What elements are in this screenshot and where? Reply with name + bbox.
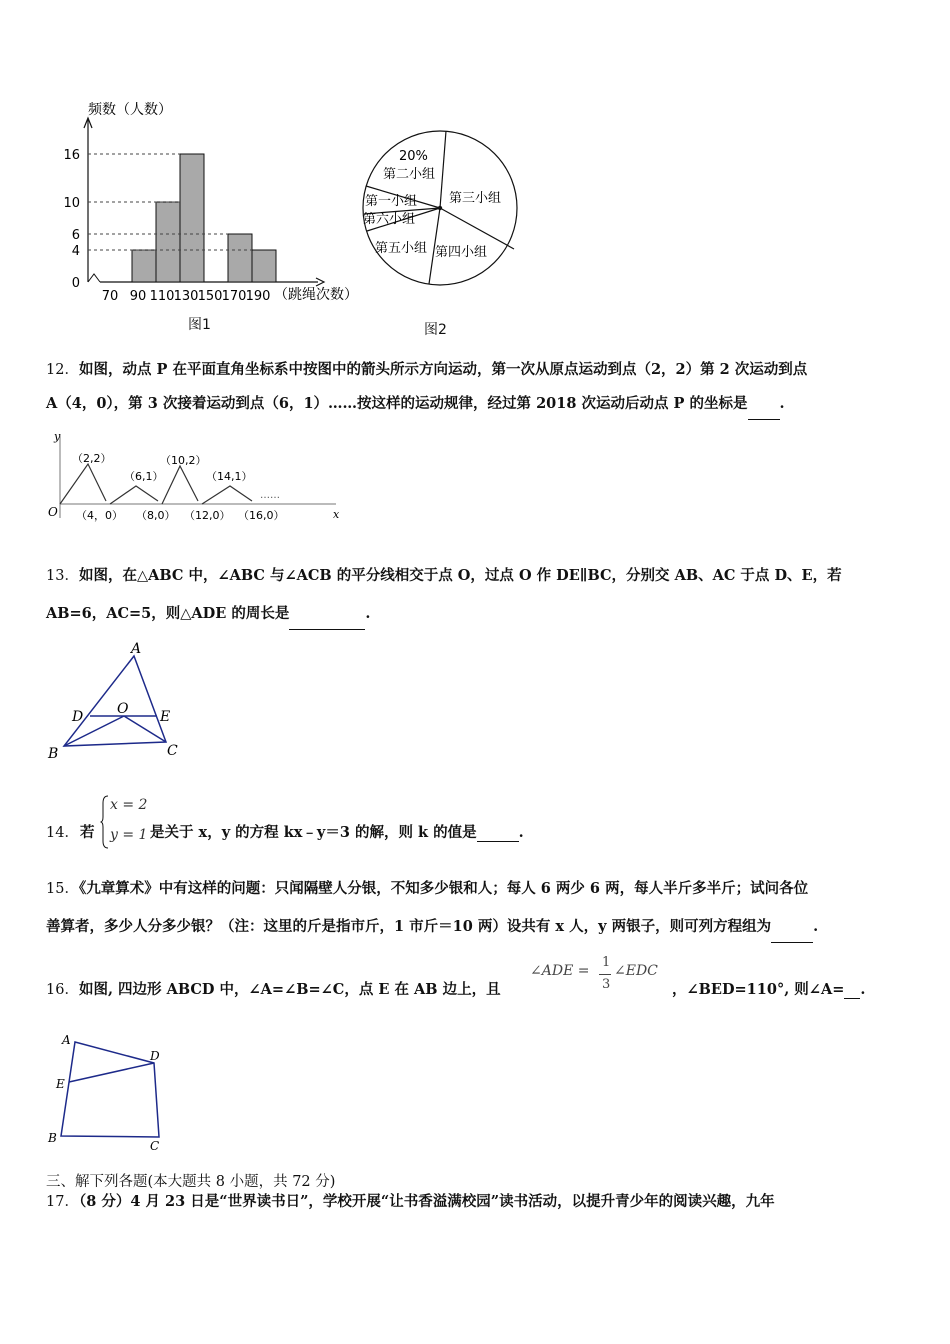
section-heading: 三、解下列各题(本大题共 8 小题，共 72 分) xyxy=(46,1174,336,1190)
pie-label-group2: 第二小组 xyxy=(383,167,436,182)
question-number: 17． xyxy=(46,1194,79,1210)
x-tick-label: 90 xyxy=(129,289,147,304)
pie-label-percent: 20% xyxy=(399,149,428,164)
figure2-caption: 图2 xyxy=(424,322,447,338)
histogram-bar xyxy=(252,250,276,282)
pie-figure xyxy=(355,128,525,293)
histogram-figure xyxy=(60,92,370,317)
point-label: （4，0） xyxy=(76,509,123,522)
ellipsis: …… xyxy=(260,490,280,501)
point-label-d: D xyxy=(72,709,84,725)
question-16 xyxy=(46,955,908,1015)
angle-equation-rhs: ∠EDC xyxy=(614,963,658,979)
question-15 xyxy=(46,874,908,943)
vertex-label-a: A xyxy=(62,1033,71,1047)
question-12-line1 xyxy=(46,355,908,385)
question-text: （8 分）4 月 23 日是“世界读书日”，学校开展“让书香溢满校园”读书活动，以提升青少年的阅读兴趣，九年 xyxy=(78,1193,775,1210)
fraction-numerator: 1 xyxy=(602,955,611,970)
point-label-e: E xyxy=(56,1077,65,1091)
y-tick-label: 10 xyxy=(63,196,80,211)
x-tick-label: 70 xyxy=(101,289,119,304)
histogram-ylabel: 频数（人数） xyxy=(88,102,172,118)
question-12 xyxy=(46,355,908,420)
question-17 xyxy=(46,1187,908,1217)
vertex-label-b: B xyxy=(48,1131,57,1145)
histogram-bar xyxy=(156,202,180,282)
point-label: （8,0） xyxy=(136,509,176,522)
question-text: 如图，动点 P 在平面直角坐标系中按图中的箭头所示方向运动，第一次从原点运动到点（2，2）第 2 次运动到点 xyxy=(78,361,808,378)
point-label-e: E xyxy=(160,709,171,725)
motion-path xyxy=(60,464,106,504)
pie-label-group5: 第五小组 xyxy=(375,241,428,256)
y-tick-label: 0 xyxy=(71,276,80,291)
answer-blank[interactable] xyxy=(477,824,519,842)
point-label: （6,1） xyxy=(124,470,164,483)
question-number: 16． xyxy=(46,982,79,998)
y-tick-label: 6 xyxy=(71,228,80,243)
question-15-line2 xyxy=(46,912,908,943)
question-number: 14． xyxy=(46,825,79,841)
vertex-label-a: A xyxy=(131,641,142,657)
answer-blank[interactable] xyxy=(771,912,813,943)
pie-label-group3: 第三小组 xyxy=(449,191,502,206)
question-16-lead xyxy=(46,978,501,999)
x-tick-label: 170 xyxy=(221,289,247,304)
quadrilateral-figure xyxy=(44,1030,174,1155)
point-label: （2,2） xyxy=(72,452,112,465)
question-end: . xyxy=(779,395,785,412)
left-brace xyxy=(100,795,110,849)
pie-divider xyxy=(440,208,514,249)
pie-label-group4: 第四小组 xyxy=(435,245,488,260)
question-15-line1 xyxy=(46,874,908,904)
histogram-bar xyxy=(180,154,204,282)
motion-path xyxy=(110,486,158,504)
question-text: 《九章算术》中有这样的问题：只闻隔壁人分银，不知多少银和人；每人 6 两少 6 两，每人半斤多半斤；试问各位 xyxy=(78,880,809,897)
question-number: 12． xyxy=(46,362,79,378)
x-tick-label: 150 xyxy=(197,289,223,304)
x-axis-label: x xyxy=(333,508,340,521)
angle-equation-lhs: ∠ADE = xyxy=(530,963,590,979)
axis-break xyxy=(88,274,100,282)
x-tick-label: 130 xyxy=(173,289,199,304)
point-label: （12,0） xyxy=(184,509,231,522)
motion-path xyxy=(162,466,198,504)
answer-blank[interactable] xyxy=(748,389,780,420)
question-text: ，∠BED=110°, 则∠A= xyxy=(672,981,845,998)
system-equation-1: x = 2 xyxy=(110,797,148,813)
fraction-denominator: 3 xyxy=(602,977,611,992)
question-end: . xyxy=(860,981,866,998)
pie-center-dot xyxy=(438,206,442,210)
question-14-tail xyxy=(150,821,524,842)
motion-path-figure xyxy=(44,428,344,528)
question-text: 如图，在△ABC 中，∠ABC 与∠ACB 的平分线相交于点 O，过点 O 作 DE∥BC，分别交 AB、AC 于点 D、E，若 xyxy=(78,567,842,584)
question-text: 如图, 四边形 ABCD 中，∠A=∠B=∠C，点 E 在 AB 边上，且 xyxy=(78,981,501,998)
question-end: . xyxy=(518,824,524,841)
question-13-line2 xyxy=(46,599,908,630)
fraction-bar xyxy=(599,974,611,975)
question-text: 是关于 x，y 的方程 kx﹣y＝3 的解，则 k 的值是 xyxy=(150,824,477,841)
vertex-label-c: C xyxy=(167,743,178,759)
vertex-label-c: C xyxy=(150,1139,160,1153)
segment-ed xyxy=(69,1063,154,1082)
motion-path xyxy=(202,486,252,504)
origin-label: O xyxy=(48,505,58,519)
figure1-caption: 图1 xyxy=(188,317,211,333)
question-13-line1 xyxy=(46,561,908,591)
y-axis-label: y xyxy=(54,430,61,443)
pie-label-group1: 第一小组 xyxy=(365,194,418,209)
question-text: 善算者，多少人分多少银？（注：这里的斤是指市斤，1 市斤＝10 两）设共有 x 人，y 两银子，则可列方程组为 xyxy=(46,918,772,935)
pie-label-group6: 第六小组 xyxy=(363,212,416,227)
y-tick-label: 16 xyxy=(63,148,80,163)
quadrilateral-abcd xyxy=(61,1042,159,1137)
question-number: 13． xyxy=(46,568,79,584)
question-end: . xyxy=(365,605,371,622)
pie-divider xyxy=(440,131,446,208)
point-label-o: O xyxy=(117,701,129,717)
vertex-label-b: B xyxy=(48,746,59,762)
answer-blank[interactable] xyxy=(289,599,365,630)
question-number: 15． xyxy=(46,881,79,897)
point-label: （14,1） xyxy=(206,470,253,483)
question-text: AB=6，AC=5，则△ADE 的周长是 xyxy=(46,605,290,622)
histogram-bar xyxy=(228,234,252,282)
triangle-figure xyxy=(44,640,194,765)
question-16-tail xyxy=(672,978,865,999)
point-label: （10,2） xyxy=(160,454,207,467)
answer-blank[interactable] xyxy=(844,981,860,999)
question-12-line2 xyxy=(46,389,908,420)
histogram-bar xyxy=(132,250,156,282)
question-14 xyxy=(46,793,908,849)
y-tick-label: 4 xyxy=(71,244,80,259)
vertex-label-d: D xyxy=(150,1049,160,1063)
question-end: . xyxy=(813,918,819,935)
x-tick-label: 190 xyxy=(245,289,271,304)
question-text: A（4，0），第 3 次接着运动到点（6，1）……按这样的运动规律，经过第 2018 次运动后动点 P 的坐标是 xyxy=(46,395,748,412)
histogram-xlabel: （跳绳次数） xyxy=(274,287,358,303)
question-text: 若 xyxy=(80,824,95,841)
point-label: （16,0） xyxy=(238,509,285,522)
x-tick-label: 110 xyxy=(149,289,175,304)
system-equation-2: y = 1 xyxy=(110,827,148,843)
question-13 xyxy=(46,561,908,630)
